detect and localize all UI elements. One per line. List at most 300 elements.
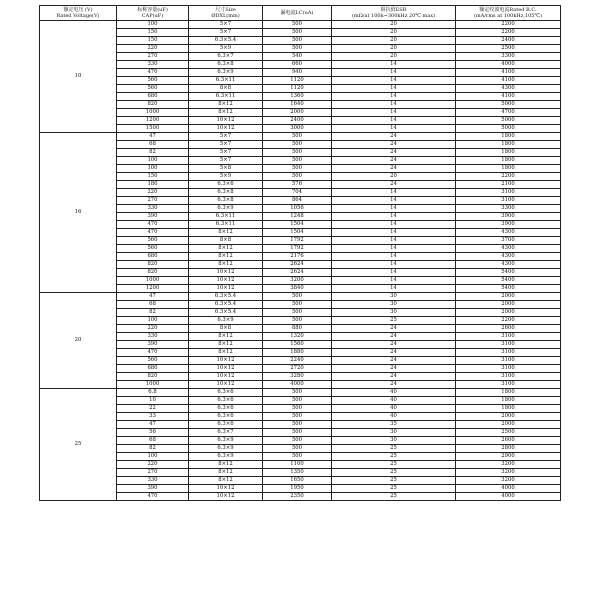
cell-ripple-current: 3100 — [456, 341, 561, 349]
cell-size: 8×12 — [189, 245, 263, 253]
cell-leakage-current: 500 — [263, 301, 332, 309]
cell-capacitance: 390 — [117, 341, 189, 349]
cell-esr: 30 — [332, 429, 456, 437]
table-row — [40, 261, 561, 269]
cell-esr: 24 — [332, 357, 456, 365]
cell-ripple-current: 4100 — [456, 77, 561, 85]
cell-ripple-current: 3100 — [456, 357, 561, 365]
cell-esr: 14 — [332, 69, 456, 77]
cell-leakage-current: 940 — [263, 69, 332, 77]
cell-capacitance: 270 — [117, 53, 189, 61]
cell-capacitance: 100 — [117, 21, 189, 29]
cell-ripple-current: 2400 — [456, 37, 561, 45]
cell-leakage-current: 3000 — [263, 125, 332, 133]
cell-size: 10×12 — [189, 117, 263, 125]
cell-ripple-current: 2100 — [456, 181, 561, 189]
cell-esr: 20 — [332, 37, 456, 45]
cell-capacitance: 470 — [117, 349, 189, 357]
cell-esr: 24 — [332, 325, 456, 333]
table-row — [40, 389, 561, 397]
cell-esr: 14 — [332, 213, 456, 221]
header-voltage: 额定电压 (V) Rated Voltage(V) — [40, 6, 117, 21]
cell-esr: 30 — [332, 309, 456, 317]
cell-size: 5×9 — [189, 45, 263, 53]
cell-leakage-current: 1350 — [263, 469, 332, 477]
cell-size: 8×12 — [189, 109, 263, 117]
cell-ripple-current: 2000 — [456, 309, 561, 317]
cell-ripple-current: 4300 — [456, 253, 561, 261]
cell-capacitance: 33 — [117, 413, 189, 421]
cell-ripple-current: 3900 — [456, 213, 561, 221]
table-row — [40, 45, 561, 53]
cell-ripple-current: 3100 — [456, 365, 561, 373]
cell-capacitance: 560 — [117, 357, 189, 365]
table-row — [40, 77, 561, 85]
table-row — [40, 277, 561, 285]
cell-ripple-current: 3900 — [456, 221, 561, 229]
cell-ripple-current: 5000 — [456, 117, 561, 125]
cell-ripple-current: 3100 — [456, 349, 561, 357]
cell-size: 8×12 — [189, 477, 263, 485]
cell-size: 8×8 — [189, 85, 263, 93]
table-row — [40, 285, 561, 293]
cell-esr: 14 — [332, 125, 456, 133]
cell-size: 5×7 — [189, 21, 263, 29]
cell-leakage-current: 3280 — [263, 373, 332, 381]
cell-capacitance: 100 — [117, 157, 189, 165]
cell-size: 10×12 — [189, 493, 263, 501]
cell-ripple-current: 3100 — [456, 373, 561, 381]
cell-capacitance: 68 — [117, 301, 189, 309]
cell-capacitance: 470 — [117, 229, 189, 237]
table-body — [40, 21, 561, 501]
cell-size: 6.3×9 — [189, 453, 263, 461]
cell-ripple-current: 3300 — [456, 53, 561, 61]
cell-capacitance: 680 — [117, 365, 189, 373]
table-row — [40, 181, 561, 189]
cell-esr: 25 — [332, 317, 456, 325]
cell-capacitance: 330 — [117, 333, 189, 341]
cell-ripple-current: 5400 — [456, 285, 561, 293]
cell-size: 8×12 — [189, 101, 263, 109]
cell-ripple-current: 1800 — [456, 389, 561, 397]
capacitor-spec-table — [39, 5, 561, 501]
cell-ripple-current: 2000 — [456, 293, 561, 301]
cell-leakage-current: 500 — [263, 317, 332, 325]
cell-leakage-current: 1248 — [263, 213, 332, 221]
cell-esr: 14 — [332, 237, 456, 245]
cell-capacitance: 820 — [117, 373, 189, 381]
cell-size: 8×12 — [189, 469, 263, 477]
cell-size: 10×12 — [189, 277, 263, 285]
cell-esr: 14 — [332, 245, 456, 253]
cell-esr: 14 — [332, 277, 456, 285]
cell-ripple-current: 1800 — [456, 133, 561, 141]
cell-size: 6.3×11 — [189, 221, 263, 229]
cell-ripple-current: 5000 — [456, 101, 561, 109]
table-row — [40, 53, 561, 61]
cell-capacitance: 330 — [117, 205, 189, 213]
cell-leakage-current: 2350 — [263, 493, 332, 501]
table-row — [40, 429, 561, 437]
cell-capacitance: 150 — [117, 29, 189, 37]
cell-leakage-current: 1100 — [263, 461, 332, 469]
table-row — [40, 309, 561, 317]
cell-leakage-current: 2720 — [263, 365, 332, 373]
table-header — [40, 6, 561, 21]
table-row — [40, 325, 561, 333]
cell-esr: 25 — [332, 461, 456, 469]
cell-esr: 20 — [332, 21, 456, 29]
cell-capacitance: 68 — [117, 437, 189, 445]
cell-ripple-current: 2500 — [456, 429, 561, 437]
cell-capacitance: 82 — [117, 309, 189, 317]
cell-leakage-current: 500 — [263, 149, 332, 157]
cell-ripple-current: 5400 — [456, 269, 561, 277]
cell-leakage-current: 500 — [263, 29, 332, 37]
table-row — [40, 445, 561, 453]
cell-leakage-current: 2176 — [263, 253, 332, 261]
cell-esr: 40 — [332, 389, 456, 397]
cell-esr: 30 — [332, 293, 456, 301]
cell-capacitance: 680 — [117, 253, 189, 261]
cell-leakage-current: 500 — [263, 157, 332, 165]
cell-ripple-current: 4000 — [456, 485, 561, 493]
cell-rated-voltage: 10 — [40, 21, 117, 133]
table-row — [40, 485, 561, 493]
cell-esr: 24 — [332, 341, 456, 349]
cell-ripple-current: 3100 — [456, 189, 561, 197]
cell-leakage-current: 500 — [263, 293, 332, 301]
cell-capacitance: 220 — [117, 325, 189, 333]
table-row — [40, 301, 561, 309]
cell-esr: 25 — [332, 453, 456, 461]
cell-size: 6.3×6 — [189, 181, 263, 189]
cell-capacitance: 390 — [117, 485, 189, 493]
cell-leakage-current: 500 — [263, 133, 332, 141]
cell-leakage-current: 500 — [263, 405, 332, 413]
cell-ripple-current: 5000 — [456, 125, 561, 133]
cell-capacitance: 270 — [117, 197, 189, 205]
cell-esr: 25 — [332, 477, 456, 485]
cell-capacitance: 470 — [117, 69, 189, 77]
cell-size: 8×12 — [189, 253, 263, 261]
cell-ripple-current: 1800 — [456, 157, 561, 165]
header-leakage-current: 漏电流LC(uA) — [263, 6, 332, 21]
cell-leakage-current: 500 — [263, 437, 332, 445]
cell-leakage-current: 1120 — [263, 85, 332, 93]
cell-esr: 14 — [332, 101, 456, 109]
cell-ripple-current: 4000 — [456, 493, 561, 501]
cell-esr: 14 — [332, 205, 456, 213]
cell-ripple-current: 2500 — [456, 45, 561, 53]
cell-size: 6.3×11 — [189, 93, 263, 101]
cell-esr: 40 — [332, 397, 456, 405]
table-row — [40, 117, 561, 125]
cell-esr: 24 — [332, 181, 456, 189]
cell-leakage-current: 500 — [263, 141, 332, 149]
cell-capacitance: 22 — [117, 405, 189, 413]
cell-ripple-current: 3100 — [456, 381, 561, 389]
cell-esr: 20 — [332, 53, 456, 61]
table-row — [40, 317, 561, 325]
cell-esr: 14 — [332, 85, 456, 93]
cell-size: 6.3×5.4 — [189, 309, 263, 317]
table-row — [40, 421, 561, 429]
cell-capacitance: 560 — [117, 245, 189, 253]
table-row — [40, 109, 561, 117]
cell-leakage-current: 704 — [263, 189, 332, 197]
cell-capacitance: 82 — [117, 445, 189, 453]
cell-ripple-current: 2900 — [456, 453, 561, 461]
cell-ripple-current: 4300 — [456, 229, 561, 237]
cell-ripple-current: 2000 — [456, 413, 561, 421]
table-row — [40, 229, 561, 237]
cell-ripple-current: 3100 — [456, 333, 561, 341]
cell-capacitance: 56 — [117, 429, 189, 437]
table-row — [40, 69, 561, 77]
table-row — [40, 29, 561, 37]
cell-ripple-current: 4700 — [456, 109, 561, 117]
table-row — [40, 365, 561, 373]
header-capacitance: 标称容量(uF) CAP(uF) — [117, 6, 189, 21]
cell-esr: 14 — [332, 61, 456, 69]
cell-leakage-current: 500 — [263, 389, 332, 397]
cell-esr: 14 — [332, 261, 456, 269]
table-row — [40, 133, 561, 141]
cell-esr: 14 — [332, 197, 456, 205]
table-row — [40, 469, 561, 477]
cell-capacitance: 330 — [117, 61, 189, 69]
table-row — [40, 197, 561, 205]
table-row — [40, 357, 561, 365]
cell-size: 10×12 — [189, 381, 263, 389]
cell-esr: 14 — [332, 221, 456, 229]
cell-size: 6.3×9 — [189, 205, 263, 213]
cell-size: 8×12 — [189, 341, 263, 349]
cell-esr: 40 — [332, 413, 456, 421]
table-row — [40, 61, 561, 69]
cell-ripple-current: 2600 — [456, 325, 561, 333]
cell-leakage-current: 540 — [263, 53, 332, 61]
cell-size: 5×7 — [189, 149, 263, 157]
cell-esr: 24 — [332, 381, 456, 389]
cell-esr: 24 — [332, 133, 456, 141]
table-row — [40, 101, 561, 109]
table-row — [40, 21, 561, 29]
cell-capacitance: 560 — [117, 77, 189, 85]
cell-capacitance: 1500 — [117, 125, 189, 133]
cell-size: 10×12 — [189, 125, 263, 133]
cell-size: 6.3×9 — [189, 317, 263, 325]
cell-size: 6.3×9 — [189, 69, 263, 77]
cell-leakage-current: 864 — [263, 197, 332, 205]
cell-leakage-current: 500 — [263, 413, 332, 421]
cell-esr: 14 — [332, 117, 456, 125]
cell-esr: 14 — [332, 93, 456, 101]
cell-ripple-current: 4300 — [456, 261, 561, 269]
cell-rated-voltage: 20 — [40, 293, 117, 389]
table-row — [40, 341, 561, 349]
cell-size: 6.3×5.4 — [189, 301, 263, 309]
cell-size: 6.3×8 — [189, 189, 263, 197]
cell-esr: 14 — [332, 285, 456, 293]
cell-esr: 20 — [332, 173, 456, 181]
cell-ripple-current: 1800 — [456, 397, 561, 405]
cell-size: 6.3×7 — [189, 53, 263, 61]
cell-capacitance: 330 — [117, 477, 189, 485]
cell-size: 6.3×6 — [189, 405, 263, 413]
cell-esr: 40 — [332, 405, 456, 413]
cell-rated-voltage: 16 — [40, 133, 117, 293]
cell-leakage-current: 500 — [263, 421, 332, 429]
table-row — [40, 237, 561, 245]
header-esr: 阻抗值ESR (mΩ/at 100k~300kHz 20℃ max) — [332, 6, 456, 21]
cell-capacitance: 470 — [117, 221, 189, 229]
cell-size: 8×12 — [189, 229, 263, 237]
cell-esr: 25 — [332, 469, 456, 477]
cell-ripple-current: 4300 — [456, 85, 561, 93]
cell-capacitance: 820 — [117, 101, 189, 109]
cell-ripple-current: 3200 — [456, 461, 561, 469]
table-row — [40, 85, 561, 93]
cell-size: 6.3×6 — [189, 421, 263, 429]
table-row — [40, 269, 561, 277]
table-row — [40, 189, 561, 197]
cell-leakage-current: 1650 — [263, 477, 332, 485]
cell-esr: 25 — [332, 445, 456, 453]
cell-capacitance: 1000 — [117, 277, 189, 285]
table-row — [40, 477, 561, 485]
cell-ripple-current: 2200 — [456, 29, 561, 37]
table-row — [40, 413, 561, 421]
cell-leakage-current: 1120 — [263, 77, 332, 85]
cell-capacitance: 220 — [117, 189, 189, 197]
cell-leakage-current: 2624 — [263, 269, 332, 277]
cell-ripple-current: 2600 — [456, 437, 561, 445]
table-row — [40, 205, 561, 213]
table-row — [40, 173, 561, 181]
cell-ripple-current: 4100 — [456, 93, 561, 101]
cell-size: 10×12 — [189, 285, 263, 293]
header-ripple-current: 额定纹波电流Rated R.C. (mA/rms at 100kHz,105℃) — [456, 6, 561, 21]
table-row — [40, 253, 561, 261]
cell-capacitance: 6.8 — [117, 389, 189, 397]
cell-esr: 20 — [332, 29, 456, 37]
cell-esr: 14 — [332, 253, 456, 261]
cell-leakage-current: 500 — [263, 445, 332, 453]
cell-capacitance: 150 — [117, 37, 189, 45]
cell-ripple-current: 2200 — [456, 21, 561, 29]
cell-leakage-current: 2000 — [263, 109, 332, 117]
cell-size: 6.3×8 — [189, 61, 263, 69]
table-row — [40, 381, 561, 389]
cell-leakage-current: 1056 — [263, 205, 332, 213]
cell-leakage-current: 1640 — [263, 101, 332, 109]
cell-size: 10×12 — [189, 357, 263, 365]
cell-leakage-current: 1560 — [263, 341, 332, 349]
table-row — [40, 213, 561, 221]
spec-sheet — [39, 5, 560, 501]
cell-esr: 20 — [332, 45, 456, 53]
cell-capacitance: 100 — [117, 317, 189, 325]
cell-leakage-current: 500 — [263, 37, 332, 45]
cell-ripple-current: 2200 — [456, 317, 561, 325]
header-size: 尺寸Size ØDXL(mm) — [189, 6, 263, 21]
cell-ripple-current: 1800 — [456, 149, 561, 157]
cell-size: 6.3×6 — [189, 413, 263, 421]
cell-leakage-current: 500 — [263, 173, 332, 181]
cell-capacitance: 680 — [117, 93, 189, 101]
cell-size: 5×7 — [189, 141, 263, 149]
cell-size: 8×12 — [189, 461, 263, 469]
cell-leakage-current: 500 — [263, 309, 332, 317]
cell-esr: 25 — [332, 485, 456, 493]
cell-size: 6.3×6 — [189, 389, 263, 397]
cell-capacitance: 100 — [117, 453, 189, 461]
cell-leakage-current: 2240 — [263, 357, 332, 365]
cell-leakage-current: 1360 — [263, 93, 332, 101]
cell-rated-voltage: 25 — [40, 389, 117, 501]
cell-leakage-current: 500 — [263, 397, 332, 405]
cell-leakage-current: 1792 — [263, 245, 332, 253]
cell-leakage-current: 2624 — [263, 261, 332, 269]
table-row — [40, 461, 561, 469]
cell-leakage-current: 2400 — [263, 117, 332, 125]
cell-leakage-current: 4000 — [263, 381, 332, 389]
table-row — [40, 437, 561, 445]
cell-ripple-current: 2200 — [456, 173, 561, 181]
cell-ripple-current: 1800 — [456, 165, 561, 173]
cell-capacitance: 270 — [117, 469, 189, 477]
table-row — [40, 245, 561, 253]
cell-size: 5×7 — [189, 29, 263, 37]
cell-capacitance: 820 — [117, 261, 189, 269]
cell-size: 6.3×9 — [189, 437, 263, 445]
table-row — [40, 93, 561, 101]
cell-ripple-current: 3100 — [456, 197, 561, 205]
table-row — [40, 37, 561, 45]
cell-ripple-current: 2000 — [456, 301, 561, 309]
table-row — [40, 157, 561, 165]
cell-capacitance: 47 — [117, 421, 189, 429]
cell-ripple-current: 1800 — [456, 141, 561, 149]
cell-size: 6.3×7 — [189, 429, 263, 437]
cell-esr: 24 — [332, 165, 456, 173]
cell-leakage-current: 576 — [263, 181, 332, 189]
cell-size: 10×12 — [189, 373, 263, 381]
cell-size: 8×12 — [189, 333, 263, 341]
cell-capacitance: 1200 — [117, 285, 189, 293]
cell-capacitance: 560 — [117, 237, 189, 245]
cell-capacitance: 1200 — [117, 117, 189, 125]
cell-size: 6.3×5.4 — [189, 293, 263, 301]
cell-ripple-current: 4000 — [456, 61, 561, 69]
table-row — [40, 149, 561, 157]
table-row — [40, 405, 561, 413]
table-row — [40, 397, 561, 405]
table-row — [40, 125, 561, 133]
cell-leakage-current: 500 — [263, 165, 332, 173]
cell-capacitance: 560 — [117, 85, 189, 93]
cell-capacitance: 820 — [117, 269, 189, 277]
cell-size: 6.3×6 — [189, 397, 263, 405]
cell-size: 6.3×8 — [189, 197, 263, 205]
cell-capacitance: 1000 — [117, 109, 189, 117]
cell-size: 10×12 — [189, 485, 263, 493]
table-row — [40, 141, 561, 149]
cell-esr: 30 — [332, 301, 456, 309]
